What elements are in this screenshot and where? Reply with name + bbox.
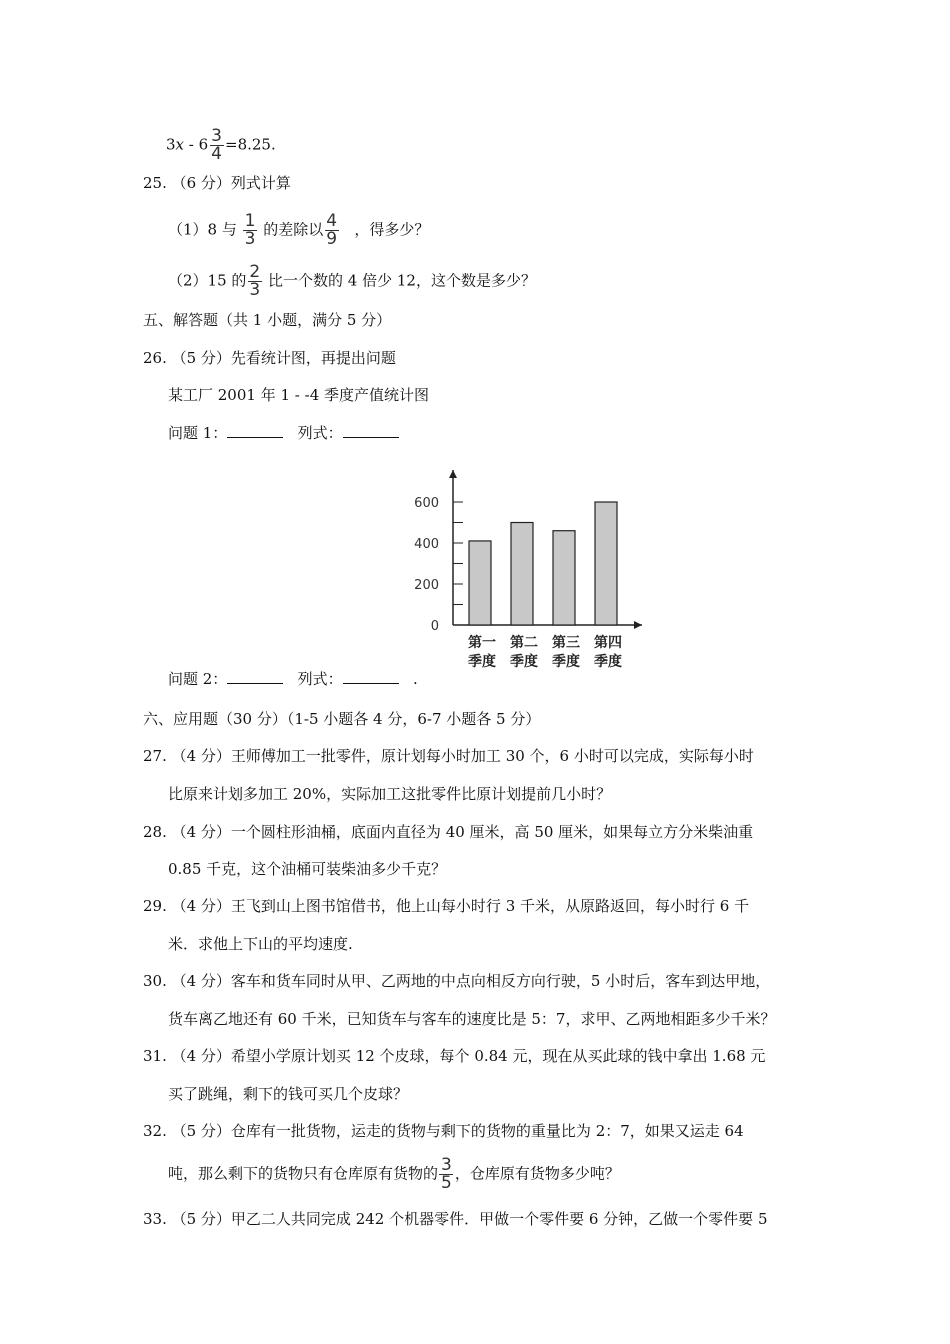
- y-tick-label: 200: [414, 578, 439, 593]
- q28-line-2: 0.85 千克，这个油桶可装柴油多少千克？: [168, 860, 447, 878]
- x-tick-label: 季度: [552, 654, 580, 670]
- frac-num: 2: [249, 262, 261, 282]
- x-tick-label: 季度: [510, 654, 538, 670]
- eq-coef: 3: [166, 135, 176, 154]
- fraction: [439, 1157, 454, 1192]
- q31-line-1: 31. （4 分）希望小学原计划买 12 个皮球，每个 0.84 元，现在从买此球的钱中拿出 1.68 元: [143, 1047, 766, 1065]
- q28-line-1: 28. （4 分）一个圆柱形油桶，底面内直径为 40 厘米，高 50 厘米，如果每立方分米柴油重: [143, 823, 754, 841]
- x-tick-label: 第一: [468, 635, 496, 651]
- q26-title: 26. （5 分）先看统计图，再提出问题: [143, 349, 396, 367]
- q29-line-2: 米．求他上下山的平均速度.: [168, 935, 353, 953]
- fraction: [243, 213, 258, 248]
- frac-den: 3: [244, 229, 256, 249]
- text: 比一个数的 4 倍少 12，这个数是多少？: [268, 271, 536, 290]
- text: .: [412, 670, 418, 688]
- q31-line-2: 买了跳绳，剩下的钱可买几个皮球？: [168, 1085, 409, 1103]
- frac-num: 4: [326, 211, 338, 231]
- equation-line: [166, 128, 276, 163]
- x-tick-label: 季度: [594, 654, 622, 670]
- bar: [553, 531, 575, 625]
- text: 问题 2：: [168, 670, 228, 688]
- text: （1）8 与: [168, 220, 237, 239]
- section-5-heading: 五、解答题（共 1 小题，满分 5 分）: [143, 311, 392, 329]
- q32-line-2: [168, 1157, 620, 1192]
- y-tick-label: 0: [430, 619, 439, 634]
- y-axis-arrow: [449, 470, 457, 478]
- q30-line-1: 30. （4 分）客车和货车同时从甲、乙两地的中点向相反方向行驶，5 小时后，客车到达甲地，: [143, 972, 771, 990]
- q27-line-1: 27. （4 分）王师傅加工一批零件，原计划每小时加工 30 个，6 小时可以完成，实际每小时: [143, 747, 754, 765]
- x-axis-arrow: [634, 621, 642, 629]
- x-tick-label: 第四: [594, 635, 622, 651]
- q32-line-1: 32. （5 分）仓库有一批货物，运走的货物与剩下的货物的重量比为 2：7，如果又运走 64: [143, 1122, 744, 1140]
- q25-title: 25. （6 分）列式计算: [143, 174, 291, 192]
- frac-den: 5: [441, 1173, 452, 1193]
- x-tick-label: 季度: [468, 654, 496, 670]
- text: 列式：: [297, 670, 343, 688]
- eq-var: x: [175, 135, 185, 154]
- frac-den: 9: [326, 229, 338, 249]
- frac-num: 1: [244, 211, 256, 231]
- bar-chart: [405, 460, 650, 685]
- q30-line-2: 货车离乙地还有 60 千米，已知货车与客车的速度比是 5：7，求甲、乙两地相距多少千米？: [168, 1010, 776, 1028]
- frac-den: 3: [249, 280, 261, 300]
- text: 列式：: [297, 424, 343, 442]
- q25-part1: [168, 213, 429, 248]
- frac-num: 3: [211, 126, 222, 146]
- q25-part2: [168, 264, 536, 299]
- eq-minus: - 6: [184, 135, 209, 154]
- text: 吨，那么剩下的货物只有仓库原有货物的: [168, 1164, 439, 1183]
- text: 问题 1：: [168, 424, 228, 442]
- text: （2）15 的: [168, 271, 247, 290]
- frac-num: 3: [441, 1155, 452, 1175]
- answer-blank[interactable]: [227, 669, 283, 684]
- text: ，得多少？: [354, 220, 430, 239]
- answer-blank[interactable]: [227, 423, 283, 438]
- q29-line-1: 29. （4 分）王飞到山上图书馆借书，他上山每小时行 3 千米，从原路返回，每小时行 6 千: [143, 897, 750, 915]
- text: ，仓库原有货物多少吨？: [454, 1164, 620, 1183]
- y-tick-label: 400: [414, 537, 439, 552]
- q33-line-1: 33. （5 分）甲乙二人共同完成 242 个机器零件．甲做一个零件要 6 分钟，乙做一个零件要 5: [143, 1210, 768, 1228]
- x-tick-label: 第二: [510, 635, 538, 651]
- answer-blank[interactable]: [343, 423, 399, 438]
- chart-caption: 某工厂 2001 年 1 - -4 季度产值统计图: [168, 386, 430, 404]
- fraction: [247, 264, 262, 299]
- q26-question-1: [168, 423, 399, 443]
- bar: [595, 502, 617, 625]
- q27-line-2: 比原来计划多加工 20%，实际加工这批零件比原计划提前几小时？: [168, 785, 612, 803]
- bar: [511, 523, 533, 626]
- eq-rest: =8.25.: [225, 135, 276, 154]
- text: 的差除以: [263, 220, 324, 239]
- y-tick-label: 600: [414, 496, 439, 511]
- frac-den: 4: [211, 144, 222, 164]
- fraction: [209, 128, 224, 163]
- section-6-heading: 六、应用题（30 分）（1-5 小题各 4 分，6-7 小题各 5 分）: [143, 710, 541, 728]
- answer-blank[interactable]: [343, 669, 399, 684]
- x-tick-label: 第三: [552, 635, 580, 651]
- fraction: [324, 213, 339, 248]
- q26-question-2: [168, 669, 418, 689]
- bar: [469, 541, 491, 625]
